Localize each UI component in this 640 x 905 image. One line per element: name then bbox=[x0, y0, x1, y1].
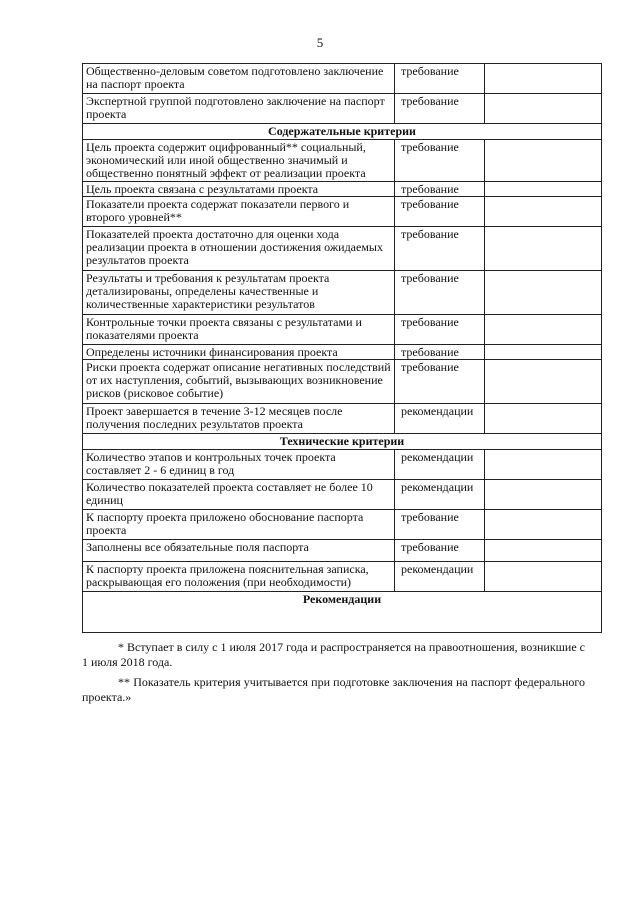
table-row bbox=[83, 480, 602, 510]
criterion-mark-cell bbox=[485, 404, 602, 434]
criterion-mark-cell bbox=[485, 197, 602, 227]
criterion-mark-cell bbox=[485, 540, 602, 562]
criterion-type: требование bbox=[395, 271, 485, 315]
table-row bbox=[83, 404, 602, 434]
criterion-text: Показатели проекта содержат показатели первого и второго уровней** bbox=[83, 197, 395, 227]
criterion-mark-cell bbox=[485, 510, 602, 540]
criterion-mark-cell bbox=[485, 450, 602, 480]
table-row bbox=[83, 510, 602, 540]
criterion-text: Определены источники финансирования проекта bbox=[83, 345, 395, 360]
criterion-type: требование bbox=[395, 540, 485, 562]
criterion-type: требование bbox=[395, 94, 485, 124]
criterion-text: Показателей проекта достаточно для оценки хода реализации проекта в отношении достижения ожидаемых результатов проекта bbox=[83, 227, 395, 271]
table-row bbox=[83, 271, 602, 315]
criterion-type: требование bbox=[395, 360, 485, 404]
section-header-technical bbox=[83, 434, 602, 450]
criterion-type: требование bbox=[395, 182, 485, 197]
criterion-text: Цель проекта связана с результатами проекта bbox=[83, 182, 395, 197]
criterion-mark-cell bbox=[485, 480, 602, 510]
criterion-mark-cell bbox=[485, 315, 602, 345]
criterion-text: К паспорту проекта приложена пояснительная записка, раскрывающая его положения (при необходимости) bbox=[83, 562, 395, 592]
criterion-type: рекомендации bbox=[395, 404, 485, 434]
criterion-text: Результаты и требования к результатам проекта детализированы, определены качественные и количественные характеристики результатов bbox=[83, 271, 395, 315]
criterion-text: Экспертной группой подготовлено заключение на паспорт проекта bbox=[83, 94, 395, 124]
criterion-type: требование bbox=[395, 64, 485, 94]
table-row bbox=[83, 197, 602, 227]
criterion-type: требование bbox=[395, 140, 485, 182]
table-row bbox=[83, 450, 602, 480]
section-title: Технические критерии bbox=[83, 434, 602, 450]
footnote-2: ** Показатель критерия учитывается при подготовке заключения на паспорт федерального проекта.» bbox=[82, 675, 585, 704]
recommendations-title: Рекомендации bbox=[83, 592, 602, 633]
criterion-mark-cell bbox=[485, 94, 602, 124]
criterion-mark-cell bbox=[485, 140, 602, 182]
criterion-text: Количество этапов и контрольных точек проекта составляет 2 - 6 единиц в год bbox=[83, 450, 395, 480]
criterion-text: Количество показателей проекта составляет не более 10 единиц bbox=[83, 480, 395, 510]
criterion-mark-cell bbox=[485, 64, 602, 94]
criterion-type: требование bbox=[395, 315, 485, 345]
table-row bbox=[83, 227, 602, 271]
criterion-mark-cell bbox=[485, 360, 602, 404]
criterion-mark-cell bbox=[485, 182, 602, 197]
criterion-text: Цель проекта содержит оцифрованный** социальный, экономический или иной общественно значимый и общественно понятный эффект от реализации проекта bbox=[83, 140, 395, 182]
footnote-1: * Вступает в силу с 1 июля 2017 года и распространяется на правоотношения, возникшие с 1 июля 2018 года. bbox=[82, 640, 585, 669]
criterion-type: рекомендации bbox=[395, 450, 485, 480]
criterion-type: рекомендации bbox=[395, 480, 485, 510]
criterion-type: требование bbox=[395, 510, 485, 540]
criterion-text: Общественно-деловым советом подготовлено заключение на паспорт проекта bbox=[83, 64, 395, 94]
criterion-text: Заполнены все обязательные поля паспорта bbox=[83, 540, 395, 562]
table-row bbox=[83, 140, 602, 182]
section-title: Содержательные критерии bbox=[83, 124, 602, 140]
criterion-type: требование bbox=[395, 197, 485, 227]
criterion-text: Проект завершается в течение 3-12 месяцев после получения последних результатов проекта bbox=[83, 404, 395, 434]
criterion-type: требование bbox=[395, 227, 485, 271]
table-row bbox=[83, 94, 602, 124]
table-row bbox=[83, 360, 602, 404]
table-row bbox=[83, 315, 602, 345]
table-row bbox=[83, 345, 602, 360]
criterion-mark-cell bbox=[485, 345, 602, 360]
recommendations-row bbox=[83, 592, 602, 633]
criterion-mark-cell bbox=[485, 562, 602, 592]
table-row bbox=[83, 562, 602, 592]
table-row bbox=[83, 182, 602, 197]
criterion-text: Риски проекта содержат описание негативных последствий от их наступления, событий, вызывающих возникновение рисков (рисковое событие) bbox=[83, 360, 395, 404]
criterion-text: К паспорту проекта приложено обоснование паспорта проекта bbox=[83, 510, 395, 540]
criterion-mark-cell bbox=[485, 227, 602, 271]
footnotes bbox=[82, 640, 585, 705]
criterion-mark-cell bbox=[485, 271, 602, 315]
criterion-type: рекомендации bbox=[395, 562, 485, 592]
page-number: 5 bbox=[316, 35, 324, 50]
table-row bbox=[83, 64, 602, 94]
criterion-type: требование bbox=[395, 345, 485, 360]
table-row bbox=[83, 540, 602, 562]
criterion-text: Контрольные точки проекта связаны с результатами и показателями проекта bbox=[83, 315, 395, 345]
criteria-table bbox=[82, 63, 602, 633]
section-header-content bbox=[83, 124, 602, 140]
